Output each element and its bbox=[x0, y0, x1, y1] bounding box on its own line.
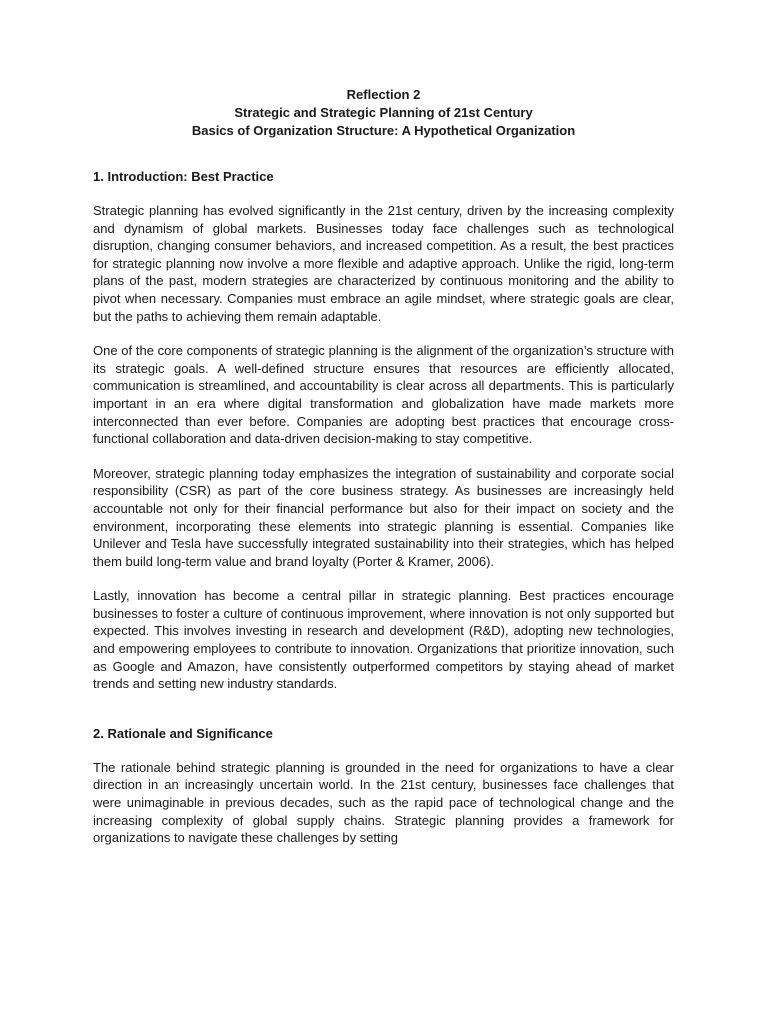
section-heading-rationale: 2. Rationale and Significance bbox=[93, 725, 273, 741]
document-title: Reflection 2 bbox=[346, 87, 421, 102]
document-subtitle-secondary: Basics of Organization Structure: A Hypothetical Organization bbox=[191, 123, 576, 138]
paragraph: The rationale behind strategic planning is grounded in the need for organizations to have a clear direction in an increasingly uncertain world. In the 21st century, businesses face challenges that were unimaginable in previous decades, such as the rapid pace of technological change and the increasing complexity of global supply chains. Strategic planning provides a framework for organizations to navigate these challenges by setting bbox=[93, 759, 674, 846]
section-heading-introduction: 1. Introduction: Best Practice bbox=[93, 169, 274, 184]
paragraph: Moreover, strategic planning today emphasizes the integration of sustainability and corporate social responsibility (CSR) as part of the core business strategy. As businesses are increasingly held accountable not only for their financial performance but also for their impact on society and the environment, incorporating these elements into strategic planning is essential. Companies like Unilever and Tesla have successfully integrated sustainability into their strategies, which has helped them build long-term value and brand loyalty (Porter & Kramer, 2006). bbox=[93, 465, 674, 569]
paragraph: Lastly, innovation has become a central pillar in strategic planning. Best practices encourage businesses to foster a culture of continuous improvement, where innovation is not only supported but expected. This involves investing in research and development (R&D), adopting new technologies, and empowering employees to contribute to innovation. Organizations that prioritize innovation, such as Google and Amazon, have consistently outperformed competitors by staying ahead of market trends and setting new industry standards. bbox=[93, 588, 674, 692]
paragraph: Strategic planning has evolved significantly in the 21st century, driven by the increasing complexity and dynamism of global markets. Businesses today face challenges such as technological disruption, changing consumer behaviors, and increased competition. As a result, the best practices for strategic planning now involve a more flexible and adaptive approach. Unlike the rigid, long-term plans of the past, modern strategies are characterized by continuous monitoring and the ability to pivot when necessary. Companies must embrace an agile mindset, where strategic goals are clear, but the paths to achieving them remain adaptable. bbox=[93, 203, 674, 324]
document-title-block bbox=[73, 86, 694, 140]
document-content bbox=[93, 86, 674, 864]
paragraph: One of the core components of strategic planning is the alignment of the organization’s structure with its strategic goals. A well-defined structure ensures that resources are efficiently allocated, communication is streamlined, and accountability is clear across all departments. This is particularly important in an era where digital transformation and globalization have made markets more interconnected than ever before. Companies are adopting best practices that encourage cross-functional collaboration and data-driven decision-making to stay competitive. bbox=[93, 343, 674, 447]
document-subtitle: Strategic and Strategic Planning of 21st Century bbox=[234, 105, 533, 120]
